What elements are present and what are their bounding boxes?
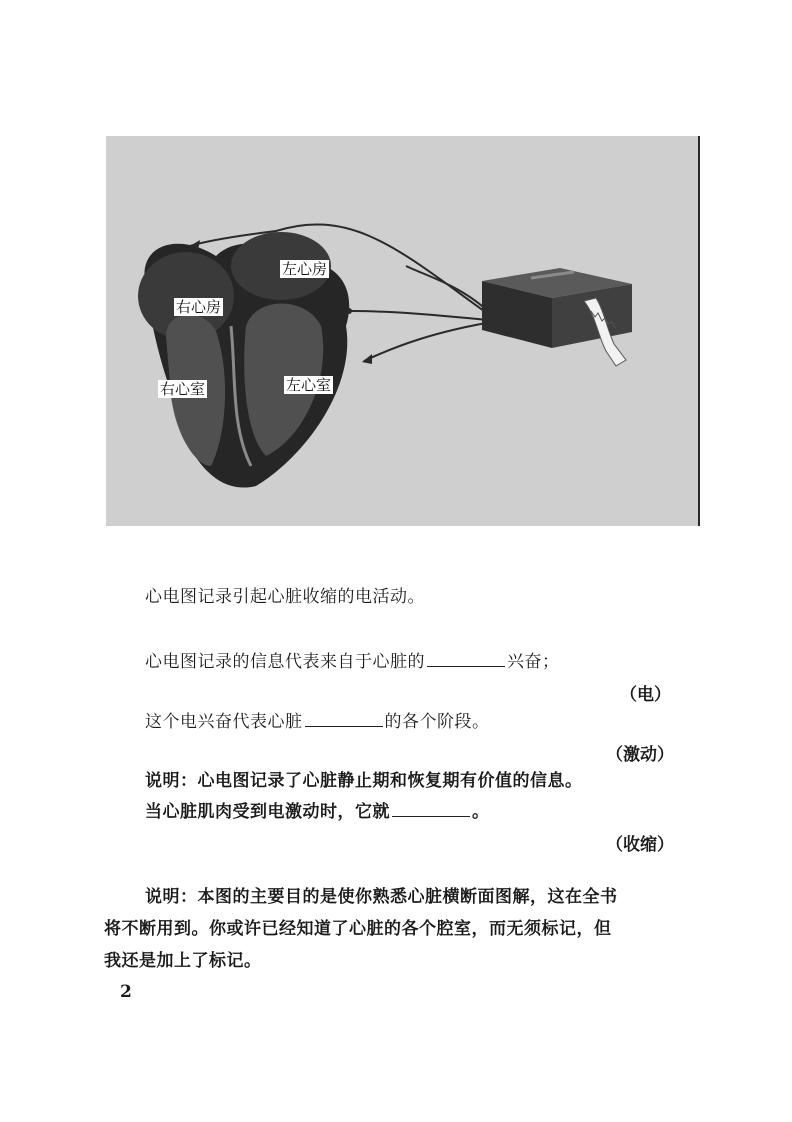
line1-text: 心电图记录引起心脏收缩的电活动。 (145, 587, 425, 607)
body-line-4 (145, 770, 583, 792)
blank-3 (392, 800, 470, 817)
line2-post: 兴奋； (507, 652, 560, 672)
electrode-1 (346, 308, 352, 314)
answer-2: （激动） (606, 745, 674, 765)
note-line-1 (145, 886, 618, 908)
heart-ecg-illustration (106, 136, 698, 526)
heart-ecg-figure (106, 136, 700, 526)
note-line-2 (104, 918, 612, 940)
blank-2 (305, 710, 383, 727)
line5-pre: 当心脏肌肉受到电激动时，它就 (145, 802, 390, 822)
body-line-5 (145, 800, 490, 823)
line4-text: 说明：心电图记录了心脏静止期和恢复期有价值的信息。 (145, 771, 583, 791)
body-line-1 (145, 586, 425, 608)
note3-text: 我还是加上了标记。 (104, 951, 262, 971)
body-line-2 (145, 650, 560, 673)
line3-pre: 这个电兴奋代表心脏 (145, 712, 303, 732)
page-number: 2 (120, 982, 132, 1002)
label-right-ventricle: 右心室 (160, 380, 206, 398)
label-right-atrium: 右心房 (176, 298, 222, 316)
body-line-3 (145, 710, 490, 733)
label-left-ventricle: 左心室 (286, 376, 332, 394)
note1-text: 说明：本图的主要目的是使你熟悉心脏横断面图解，这在全书 (145, 887, 618, 907)
note-line-3 (104, 950, 262, 972)
line2-pre: 心电图记录的信息代表来自于心脏的 (145, 652, 425, 672)
ecg-wire-2 (351, 311, 498, 321)
label-left-atrium: 左心房 (282, 260, 328, 278)
answer-3: （收缩） (606, 835, 674, 855)
line5-post: 。 (472, 802, 490, 822)
wire-arrowhead-2 (362, 354, 372, 364)
ecg-wire-3 (364, 321, 498, 361)
answer-1: （电） (620, 685, 671, 705)
blank-1 (427, 650, 505, 667)
note2-text: 将不断用到。你或许已经知道了心脏的各个腔室，而无须标记，但 (104, 919, 612, 939)
line3-post: 的各个阶段。 (384, 712, 490, 732)
